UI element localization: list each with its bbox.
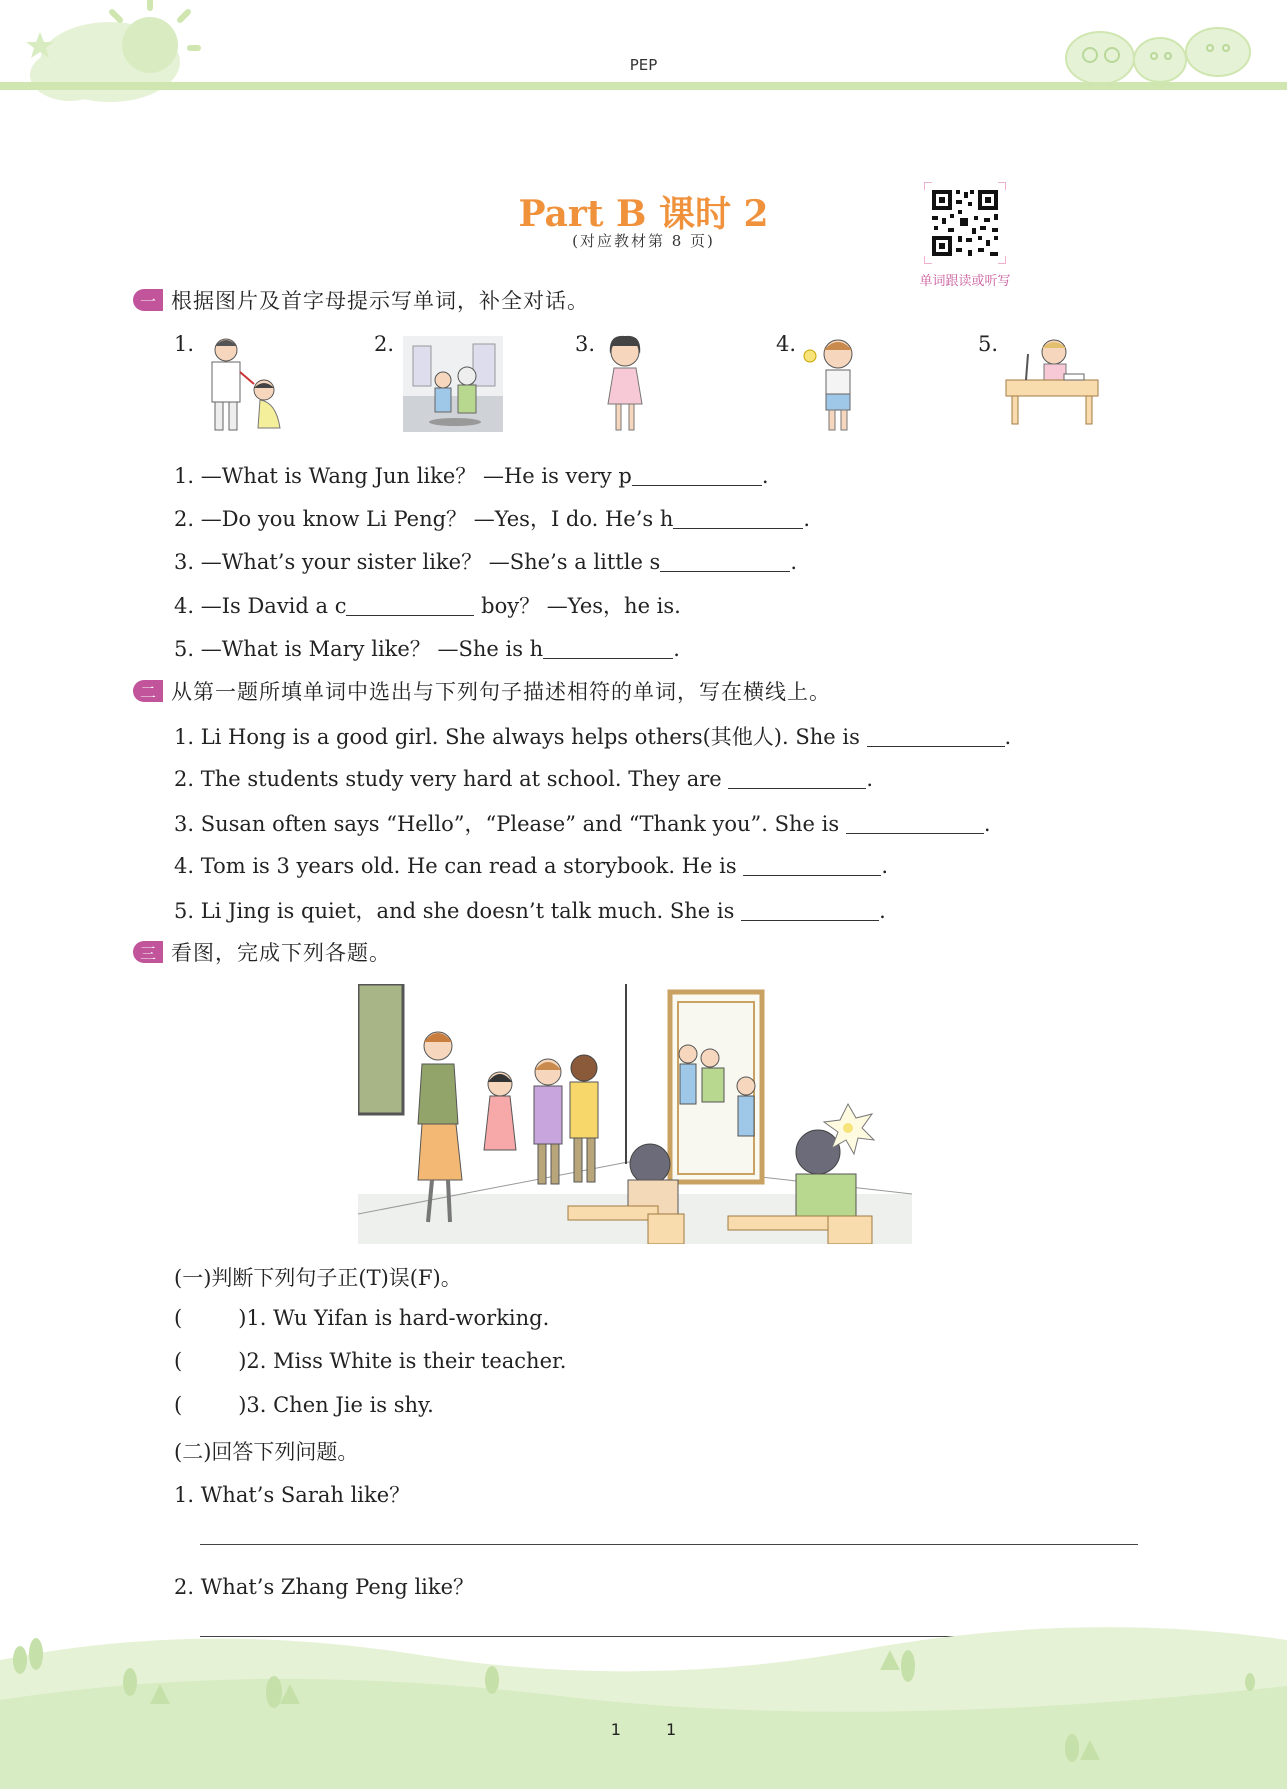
question-tail: . (673, 637, 680, 661)
question-line (174, 546, 797, 576)
question-line (174, 590, 681, 620)
question-line (174, 503, 810, 533)
question-tail: . (790, 550, 798, 574)
tf-item (174, 1393, 434, 1417)
question-text: 1. Li Hong is a good girl. She always helps others(其他人). She is (174, 725, 860, 749)
answer-blank[interactable] (846, 813, 984, 834)
qr-code-icon[interactable] (924, 182, 1006, 264)
question-text: 1. What’s Sarah like？ (174, 1483, 411, 1507)
question-tail: . (1004, 725, 1012, 749)
page-number: 1 1 (610, 1720, 677, 1739)
page-subtitle: (对应教材第 8 页) (572, 232, 715, 250)
question-text: 4. Tom is 3 years old. He can read a storybook. He is (174, 854, 737, 878)
question-line (174, 895, 886, 925)
header-divider (0, 82, 1287, 90)
question-tail: . (881, 854, 889, 878)
question-tail: . (983, 812, 991, 836)
question-tail: . (761, 464, 769, 488)
question-tail: . (803, 507, 811, 531)
answer-blank[interactable] (728, 768, 866, 789)
section-1-badge: 一 (133, 289, 163, 311)
answer-blank[interactable] (346, 595, 474, 616)
tf-open-paren: ( (174, 1393, 183, 1417)
answer-blank[interactable] (673, 508, 803, 529)
header-decoration (0, 0, 1287, 110)
section-1-header (133, 285, 589, 315)
answer-blank[interactable] (660, 551, 790, 572)
footer-landscape-decoration (0, 1600, 1287, 1789)
picture-helpful-boy (403, 336, 503, 432)
qr-caption: 单词跟读或听写 (919, 274, 1011, 289)
answer-blank[interactable] (743, 855, 881, 876)
question-text: 2. What’s Zhang Peng like？ (174, 1575, 475, 1599)
question-line (174, 852, 888, 878)
tf-statement: )2. Miss White is their teacher. (238, 1349, 567, 1373)
answer-blank[interactable] (867, 726, 1005, 747)
tf-statement: )3. Chen Jie is shy. (238, 1393, 434, 1417)
section-3-header (133, 937, 391, 967)
picture-number: 5. (978, 332, 999, 356)
question-text: 1. —What is Wang Jun like？ —He is very p (174, 464, 632, 488)
picture-clever-boy (800, 334, 864, 434)
section-2-instruction: 从第一题所填单词中选出与下列句子描述相符的单词，写在横线上。 (171, 680, 831, 704)
answer-blank[interactable] (543, 638, 673, 659)
question-line (174, 633, 680, 663)
picture-polite-boy (198, 332, 298, 434)
question-text: 5. —What is Mary like？ —She is h (174, 637, 544, 661)
question-text: 3. —What’s your sister like？ —She’s a little s (174, 550, 661, 574)
section-1-instruction: 根据图片及首字母提示写单词，补全对话。 (171, 289, 589, 313)
section-2-badge: 二 (133, 680, 163, 702)
picture-number: 1. (174, 332, 195, 356)
question-tail: . (866, 767, 874, 791)
part1-heading: (一)判断下列句子正(T)误(F)。 (174, 1266, 462, 1290)
part2-heading: (二)回答下列问题。 (174, 1440, 359, 1464)
section-3-badge: 三 (133, 941, 163, 963)
tf-open-paren: ( (174, 1349, 183, 1373)
classroom-scene-illustration (358, 984, 912, 1244)
question-text: 4. —Is David a c (174, 594, 347, 618)
question-line (174, 765, 873, 791)
question-text: 2. The students study very hard at school. They are (174, 767, 722, 791)
series-label: PEP (629, 56, 658, 74)
question-tail: boy？ —Yes，he is. (481, 594, 681, 618)
picture-shy-girl (600, 332, 650, 436)
tf-statement: )1. Wu Yifan is hard-working. (238, 1306, 550, 1330)
answer-line[interactable] (200, 1544, 1138, 1545)
answer-blank[interactable] (632, 465, 762, 486)
question-line (174, 808, 991, 838)
section-2-header (133, 676, 831, 706)
question-text: 3. Susan often says “Hello”，“Please” and “Thank you”. She is (174, 812, 840, 836)
picture-number: 3. (575, 332, 596, 356)
tf-item (174, 1349, 566, 1373)
tf-item (174, 1306, 549, 1330)
picture-hard-working-girl (1004, 334, 1100, 426)
tf-open-paren: ( (174, 1306, 183, 1330)
page-title: Part B 课时 2 (518, 193, 769, 235)
answer-blank[interactable] (741, 900, 879, 921)
picture-number: 2. (374, 332, 395, 356)
question-text: 5. Li Jing is quiet，and she doesn’t talk much. She is (174, 899, 735, 923)
section-3-instruction: 看图，完成下列各题。 (171, 941, 391, 965)
question-line (174, 460, 769, 490)
picture-number: 4. (776, 332, 797, 356)
question-tail: . (879, 899, 886, 923)
question-line (174, 721, 1011, 751)
question-text: 2. —Do you know Li Peng？ —Yes，I do. He’s h (174, 507, 674, 531)
